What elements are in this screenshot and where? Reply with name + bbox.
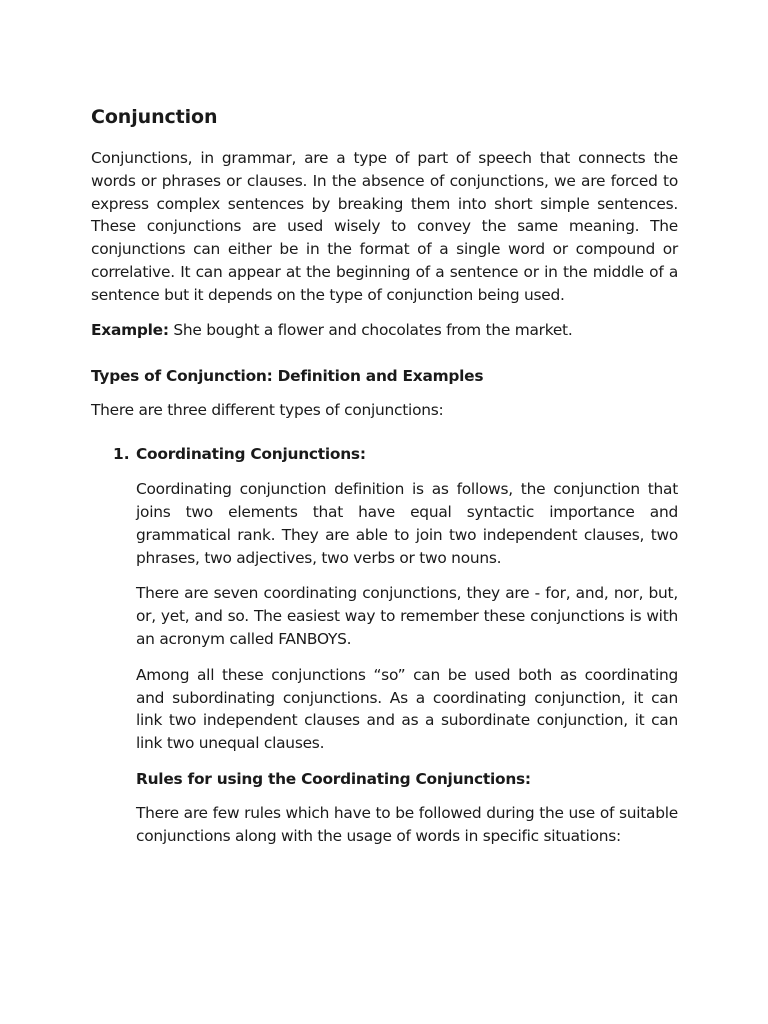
rules-paragraph: There are few rules which have to be followed during the use of suitable conjunctions along with the usage of words in specific situations: xyxy=(136,803,678,845)
coordinating-fanboys-paragraph: There are seven coordinating conjunctions, they are - for, and, nor, but, or, yet, and so. The easiest way to remember these conjunctions is with an acronym called FANBOYS. xyxy=(136,584,678,648)
types-heading: Types of Conjunction: Definition and Examples xyxy=(91,367,484,386)
types-intro: There are three different types of conjunctions: xyxy=(91,401,444,420)
example-text: She bought a flower and chocolates from the market. xyxy=(168,320,573,339)
list-number: 1. xyxy=(113,445,130,464)
list-item-coordinating xyxy=(91,443,678,847)
rules-heading: Rules for using the Coordinating Conjunctions: xyxy=(136,769,531,788)
list-heading: Coordinating Conjunctions: xyxy=(136,445,366,464)
page-title: Conjunction xyxy=(91,106,218,128)
example-paragraph xyxy=(91,319,678,342)
document-content xyxy=(91,104,678,861)
intro-paragraph: Conjunctions, in grammar, are a type of part of speech that connects the words or phrases or clauses. In the absence of conjunctions, we are forced to express complex sentences by breaking them into short simple sentences. These conjunctions are used wisely to convey the same meaning. The conjunctions can either be in the format of a single word or compound or correlative. It can appear at the beginning of a sentence or in the middle of a sentence but it depends on the type of conjunction being used. xyxy=(91,149,678,304)
example-label: Example: xyxy=(91,320,169,339)
coordinating-so-paragraph: Among all these conjunctions “so” can be used both as coordinating and subordinating conjunctions. As a coordinating conjunction, it can link two independent clauses and as a subordinate conjunction, it can link two unequal clauses. xyxy=(136,665,678,753)
coordinating-definition-paragraph: Coordinating conjunction definition is as follows, the conjunction that joins two elements that have equal syntactic importance and grammatical rank. They are able to join two independent clauses, two phrases, two adjectives, two verbs or two nouns. xyxy=(136,480,678,567)
